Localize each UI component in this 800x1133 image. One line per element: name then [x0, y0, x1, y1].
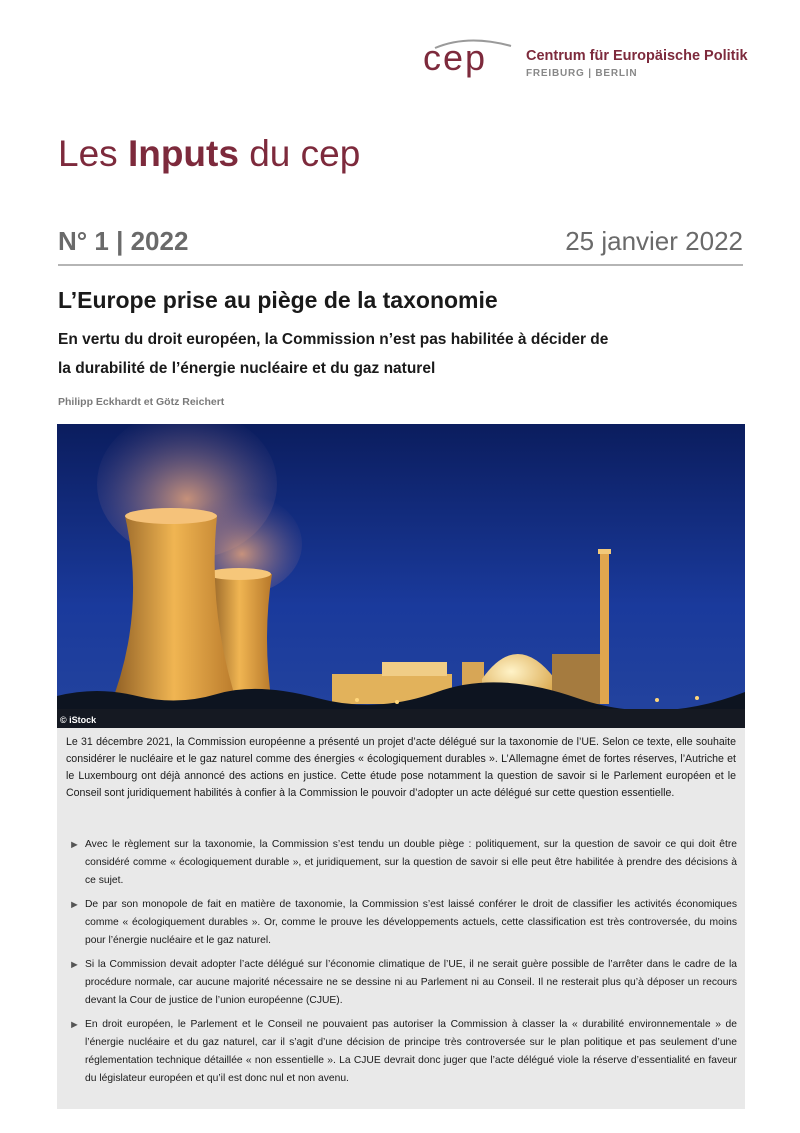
- bullet-item: [69, 896, 737, 950]
- summary-text: Le 31 décembre 2021, la Commission européenne a présenté un projet d’acte délégué sur la taxonomie de l’UE. Selon ce texte, elle souhaite considérer le nucléaire et le gaz naturel comme des énergies « écologiquement durables ». L’Allemagne émet de fortes réserves, l’Autriche et le Luxembourg ont déjà annoncé des actions en justice. Cette étude pose notamment la question de savoir si le Parlement européen et le Conseil sont juridiquement habilités à confier à la Commission le pouvoir d’adopter un acte délégué sur cette question essentielle.: [66, 736, 736, 799]
- org-name: Centrum für Europäische Politik: [526, 48, 748, 64]
- org-cities: FREIBURG | BERLIN: [526, 68, 638, 79]
- bullet-item: [69, 836, 737, 890]
- bullet-item: [69, 956, 737, 1010]
- bullet-text: De par son monopole de fait en matière de taxonomie, la Commission s’est laissé conférer le droit de classifier les activités économiques comme « écologiquement durables ». Or, comme le prouve les développements actuels, cette classification est très controversée, du moins pour l’énergie nucléaire et le gaz naturel.: [85, 899, 737, 946]
- issue-date: 25 janvier 2022: [565, 226, 743, 256]
- logo-word: cep: [423, 37, 488, 78]
- divider: [58, 264, 743, 266]
- series-suffix: du cep: [238, 133, 361, 174]
- bullet-text: Si la Commission devait adopter l’acte délégué sur l’économie climatique de l’UE, il ne serait guère possible de l’arrêter dans le cadre de la procédure normale, car aucune majorité nécessaire ne se dessine ni au Parlement ni au Conseil. Il ne resterait plus qu’à déposer un recours devant la Cour de justice de l’union européenne (CJUE).: [85, 959, 737, 1006]
- triangle-right-icon: ►: [69, 839, 80, 851]
- triangle-right-icon: ►: [69, 959, 80, 971]
- series-prefix: Les: [58, 133, 128, 174]
- triangle-right-icon: ►: [69, 1019, 80, 1031]
- article-subtitle: En vertu du droit européen, la Commission n’est pas habilitée à décider de la durabilité de l’énergie nucléaire et du gaz naturel: [58, 331, 609, 377]
- photo-credit: © iStock: [60, 715, 97, 725]
- summary-box: [57, 728, 745, 1109]
- bullet-item: [69, 1016, 737, 1088]
- photo-illustration: [57, 424, 745, 728]
- nuclear-plant-photo: [57, 424, 745, 728]
- article-title: L’Europe prise au piège de la taxonomie: [58, 287, 498, 313]
- triangle-right-icon: ►: [69, 899, 80, 911]
- bullet-text: En droit européen, le Parlement et le Conseil ne pouvaient pas autoriser la Commission à classer la « durabilité environnementale » de l’énergie nucléaire et du gaz naturel, car il s’agit d’une décision de principe très controversée sur le plan politique et pas seulement d’une réglementation technique détaillée « non essentielle ». La CJUE devrait donc juger que l’acte délégué viole la réserve d’essentialité en faveur du législateur européen et qu’il est donc nul et non avenu.: [85, 1019, 737, 1084]
- article-authors: Philipp Eckhardt et Götz Reichert: [58, 396, 225, 408]
- series-bold: Inputs: [127, 133, 239, 174]
- issue-number: N° 1 | 2022: [58, 226, 189, 256]
- series-title: [58, 133, 360, 175]
- cep-logo: [423, 36, 773, 86]
- key-points: [69, 836, 737, 1094]
- bullet-text: Avec le règlement sur la taxonomie, la Commission s’est tendu un double piège : politiquement, sur la question de savoir ce qui doit être considéré comme « écologiquement durable », et juridiquement, sur la question de savoir si elle peut être habilitée à prendre des décisions à ce sujet.: [85, 839, 737, 886]
